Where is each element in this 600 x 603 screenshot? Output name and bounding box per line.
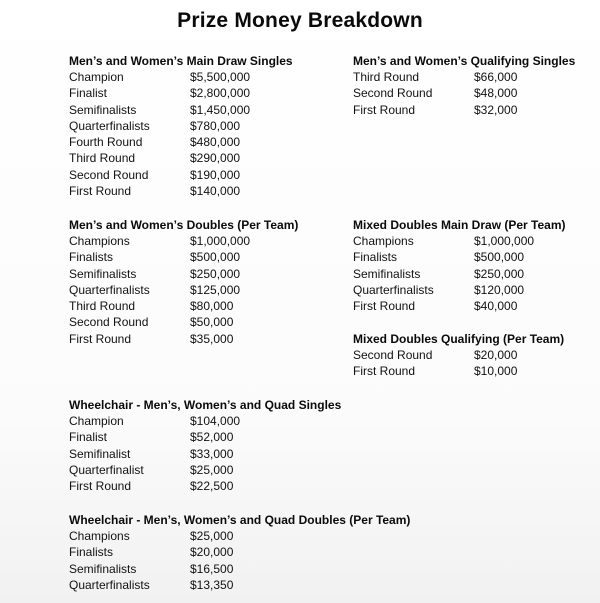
prize-amount: $35,000: [190, 331, 234, 346]
main-draw-singles-section: [69, 53, 293, 199]
prize-row: [69, 429, 341, 445]
round-label: Third Round: [353, 70, 420, 84]
prize-amount: $80,000: [190, 299, 234, 314]
round-label: Finalist: [69, 430, 108, 445]
round-label: Finalists: [353, 250, 398, 265]
prize-amount: $104,000: [190, 414, 241, 428]
prize-amount: $16,500: [190, 561, 234, 576]
prize-row: [353, 249, 566, 265]
round-label: Quarterfinalists: [69, 577, 150, 592]
doubles-section: [69, 217, 298, 347]
prize-amount: $52,000: [190, 430, 234, 445]
prize-list: [353, 347, 564, 380]
prize-amount: $10,000: [474, 364, 518, 379]
prize-row: [353, 266, 566, 282]
prize-row: [69, 102, 293, 118]
prize-amount: $40,000: [474, 299, 518, 314]
round-label: Quarterfinalists: [69, 282, 150, 297]
round-label: First Round: [69, 479, 132, 494]
prize-amount: $780,000: [190, 118, 241, 133]
section-heading: Mixed Doubles Qualifying (Per Team): [353, 332, 565, 346]
prize-row: [69, 85, 293, 101]
prize-row: [353, 102, 575, 118]
section-heading: Men’s and Women’s Main Draw Singles: [69, 54, 293, 68]
prize-amount: $1,450,000: [190, 102, 251, 117]
round-label: Second Round: [69, 315, 149, 330]
prize-amount: $120,000: [474, 282, 525, 297]
prize-amount: $500,000: [474, 250, 525, 265]
prize-amount: $250,000: [474, 266, 525, 281]
prize-row: [69, 249, 298, 265]
prize-amount: $25,000: [190, 529, 234, 543]
prize-amount: $140,000: [190, 184, 241, 199]
prize-amount: $66,000: [474, 70, 518, 84]
prize-row: [353, 69, 575, 85]
prize-amount: $1,000,000: [190, 234, 251, 248]
prize-row: [353, 282, 566, 298]
prize-amount: $32,000: [474, 102, 518, 117]
prize-amount: $190,000: [190, 167, 241, 182]
prize-row: [69, 314, 298, 330]
round-label: Quarterfinalists: [69, 118, 150, 133]
prize-row: [69, 134, 293, 150]
prize-amount: $20,000: [474, 348, 518, 362]
round-label: Third Round: [69, 151, 136, 166]
round-label: Finalists: [69, 250, 114, 265]
round-label: Second Round: [353, 348, 433, 362]
prize-row: [69, 462, 341, 478]
prize-row: [353, 85, 575, 101]
round-label: Semifinalists: [69, 266, 137, 281]
round-label: First Round: [353, 102, 416, 117]
prize-list: [353, 233, 566, 314]
prize-row: [69, 150, 293, 166]
page-title: Prize Money Breakdown: [177, 9, 423, 32]
mixed-doubles-qualifying-section: [353, 331, 564, 380]
section-heading: Men’s and Women’s Qualifying Singles: [353, 54, 576, 68]
round-label: Second Round: [69, 167, 149, 182]
round-label: Finalists: [69, 545, 114, 560]
prize-row: [353, 363, 564, 379]
prize-amount: $290,000: [190, 151, 241, 166]
prize-row: [69, 528, 410, 544]
section-heading: Wheelchair - Men’s, Women’s and Quad Doubles (Per Team): [69, 513, 411, 527]
prize-row: [69, 446, 341, 462]
wheelchair-doubles-section: [69, 512, 410, 593]
round-label: Semifinalists: [353, 266, 421, 281]
round-label: Semifinalist: [69, 446, 131, 461]
round-label: First Round: [69, 184, 132, 199]
prize-list: [69, 528, 410, 593]
prize-row: [69, 298, 298, 314]
prize-row: [69, 544, 410, 560]
prize-amount: $2,800,000: [190, 86, 251, 101]
round-label: First Round: [69, 331, 132, 346]
prize-row: [69, 331, 298, 347]
prize-amount: $500,000: [190, 250, 241, 265]
prize-list: [69, 413, 341, 494]
round-label: Third Round: [69, 299, 136, 314]
prize-row: [69, 561, 410, 577]
round-label: First Round: [353, 299, 416, 314]
section-heading: Mixed Doubles Main Draw (Per Team): [353, 218, 566, 232]
section-heading: Men’s and Women’s Doubles (Per Team): [69, 218, 299, 232]
prize-amount: $13,350: [190, 577, 234, 592]
round-label: Semifinalists: [69, 561, 137, 576]
prize-row: [69, 413, 341, 429]
prize-row: [69, 266, 298, 282]
prize-row: [69, 233, 298, 249]
round-label: Champions: [69, 529, 130, 543]
prize-amount: $33,000: [190, 446, 234, 461]
wheelchair-singles-section: [69, 397, 341, 494]
prize-row: [69, 167, 293, 183]
prize-row: [353, 233, 566, 249]
prize-amount: $50,000: [190, 315, 234, 330]
prize-amount: $25,000: [190, 462, 234, 477]
prize-row: [69, 69, 293, 85]
prize-list: [69, 233, 298, 347]
round-label: First Round: [353, 364, 416, 379]
prize-amount: $1,000,000: [474, 234, 535, 248]
prize-amount: $125,000: [190, 282, 241, 297]
round-label: Finalist: [69, 86, 108, 101]
prize-row: [69, 183, 293, 199]
prize-amount: $48,000: [474, 86, 518, 101]
prize-row: [69, 478, 341, 494]
prize-amount: $250,000: [190, 266, 241, 281]
prize-row: [353, 347, 564, 363]
prize-row: [69, 118, 293, 134]
section-heading: Wheelchair - Men’s, Women’s and Quad Singles: [69, 398, 342, 412]
round-label: Semifinalists: [69, 102, 137, 117]
prize-amount: $20,000: [190, 545, 234, 560]
mixed-doubles-main-section: [353, 217, 566, 314]
round-label: Champions: [69, 234, 130, 248]
round-label: Quarterfinalist: [69, 462, 144, 477]
prize-row: [69, 577, 410, 593]
prize-amount: $480,000: [190, 135, 241, 150]
prize-list: [69, 69, 293, 199]
prize-amount: $5,500,000: [190, 70, 251, 84]
prize-list: [353, 69, 575, 118]
round-label: Second Round: [353, 86, 433, 101]
round-label: Fourth Round: [69, 135, 143, 150]
prize-amount: $22,500: [190, 479, 234, 494]
prize-row: [69, 282, 298, 298]
qualifying-singles-section: [353, 53, 575, 118]
round-label: Quarterfinalists: [353, 282, 434, 297]
round-label: Champion: [69, 70, 124, 84]
round-label: Champions: [353, 234, 414, 248]
round-label: Champion: [69, 414, 124, 428]
prize-row: [353, 298, 566, 314]
